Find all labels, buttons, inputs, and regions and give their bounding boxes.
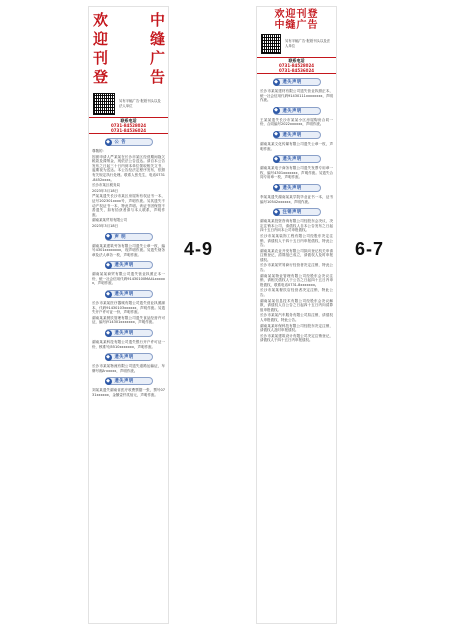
section-label: 遗失声明 xyxy=(282,157,302,163)
section-label: 遗失声明 xyxy=(114,292,134,298)
notice-paragraph: 湖南某某环保科技有限公司经股东决定注销，请债权人及时申报债权。 xyxy=(260,323,333,333)
masthead-char: 迎 xyxy=(93,30,109,48)
notice-body xyxy=(89,272,168,286)
megaphone-icon: ◆ xyxy=(274,184,278,191)
megaphone-icon: ◆ xyxy=(274,208,278,215)
section-label: 声 明 xyxy=(114,234,127,240)
megaphone-icon: ◆ xyxy=(274,107,278,114)
masthead-char: 登 xyxy=(93,68,109,86)
section-header xyxy=(105,138,153,146)
notice-paragraph: 湖南某某信息技术有限公司经股东会决议解散，请债权人自公告之日起四十五日内向清算组申报债权。 xyxy=(260,298,333,312)
qr-code[interactable] xyxy=(261,34,281,54)
megaphone-icon: ◆ xyxy=(274,78,278,85)
section-header xyxy=(273,107,321,115)
section-header xyxy=(105,353,153,361)
section-label: 遗失声明 xyxy=(114,379,134,385)
masthead-char: 告 xyxy=(149,68,165,86)
left-masthead xyxy=(89,7,168,91)
phone-number: 0731-84536024 xyxy=(110,128,147,133)
notice-paragraph: 严某某遗失长沙市某区房屋所有权证书一本，证号202301xxxx号，声明作废。另其遗失不动产权证书一本，特此声明。该证书因保管不善遗失，如有拾获者请与本人联系，声明作废。 xyxy=(92,194,165,217)
notice-body xyxy=(89,149,168,229)
section-header xyxy=(105,377,153,385)
section-header xyxy=(105,261,153,269)
section-label: 遗失声明 xyxy=(282,80,302,85)
megaphone-icon: ◆ xyxy=(274,155,278,162)
section-header xyxy=(273,184,321,192)
section-label: 遗失声明 xyxy=(114,263,134,269)
section-label: 遗失声明 xyxy=(114,355,134,361)
section-header xyxy=(105,233,153,241)
notice-paragraph: 湖南某某电子商务有限公司遗失发票专用章一枚，编号4301xxxxxxx，声明作废。另遗失合同专用章一枚，声明作废。 xyxy=(260,166,333,180)
notice-body xyxy=(89,301,168,325)
notice-paragraph: 湖南某某文化传媒有限公司遗失公章一枚，声明作废。 xyxy=(260,141,333,151)
megaphone-icon: ◆ xyxy=(106,353,110,360)
section-label: 注销声明 xyxy=(282,210,302,216)
notice-paragraph: 湖南某某科技有限公司遗失银行开户许可证一份，核准号J5510xxxxxxx，声明作废。 xyxy=(92,340,165,349)
contact-box xyxy=(89,117,168,134)
notice-paragraph: 尊敬的： xyxy=(92,149,106,153)
notice-paragraph: 长沙市某某贸易商行经营者决定注销，特此公告。 xyxy=(260,263,333,273)
notice-paragraph: 湖南某某商贸有限公司遗失营业执照正本一份，统一社会信用代码91430100MA4Lxxxxxx，声明作废。 xyxy=(92,272,165,286)
megaphone-icon: ◆ xyxy=(106,377,110,384)
left-notices xyxy=(89,138,168,398)
notice-paragraph: 湖南某某物业管理有限公司经股东会决议注销，请相关债权人于公告之日起四十五日内申报债权，联系电话0731-8xxxxxxx。 xyxy=(260,273,333,287)
section-label: 遗失声明 xyxy=(282,108,302,114)
masthead-line: 欢迎刊登 xyxy=(274,9,319,20)
contact-title: 联系电话 xyxy=(288,58,305,63)
notice-body xyxy=(89,340,168,349)
masthead-subtitle: 另有半幅广告·报纸刊头以及法人单位 xyxy=(285,39,331,48)
right-notices xyxy=(257,78,336,343)
notice-paragraph: 长沙市某某餐饮店经营者决定注销，特此公告。 xyxy=(260,288,333,298)
notice-paragraph: 因被申请人严某某在长沙市某区经营期间拖欠税款及滞纳金，现依法公告送达。请自本公告发布之日起三十日内到本单位领取相关文书，逾期视为送达。本公告经法定程序发布，依照有关规定执行处理。联系人张先生，电话0731-8452xxxx。 xyxy=(92,154,165,182)
page-number-right: 6-7 xyxy=(355,239,385,259)
phone-number: 0731-84528024 xyxy=(278,63,315,68)
right-gutter-ad-column xyxy=(256,6,337,624)
masthead-char: 欢 xyxy=(93,11,109,29)
notice-paragraph: 2023年3月18日 xyxy=(92,223,119,228)
section-header xyxy=(105,290,153,298)
notice-paragraph: 长沙市某某汽车服务有限公司拟注销，请债权人申报债权，特此公告。 xyxy=(260,313,333,322)
notice-paragraph: 长沙市某某装饰工程有限公司经股东决定注销，请债权人于四十五日内申报债权，特此公告。 xyxy=(260,233,333,248)
notice-body xyxy=(257,195,336,204)
notice-body xyxy=(89,388,168,397)
masthead-char: 中 xyxy=(149,11,165,29)
notice-paragraph: 2023年3月18日 xyxy=(92,188,119,193)
notice-paragraph: 湖南某某建筑劳务有限公司遗失公章一枚，编号4301xxxxxxxx，现声明作废。另遗失财务章及法人章各一枚，声明作废。 xyxy=(92,243,165,257)
megaphone-icon: ◆ xyxy=(106,290,110,297)
right-qr-block xyxy=(257,31,336,57)
masthead-char: 缝 xyxy=(149,30,165,48)
megaphone-icon: ◆ xyxy=(106,261,110,268)
masthead-line: 中缝广告 xyxy=(274,20,319,31)
section-header xyxy=(105,329,153,337)
notice-paragraph: 长沙市某某建材有限公司遗失营业执照正本，统一社会信用代码91430111xxxxxxxx，声明作废。 xyxy=(260,89,333,103)
right-masthead xyxy=(257,7,336,31)
notice-paragraph: 长沙市某某医疗器械有限公司遗失营业执照副本，代码91430103xxxxxx，声明作废。另遗失开户许可证一份，声明作废。 xyxy=(92,301,165,315)
notice-body xyxy=(257,219,336,343)
contact-title: 联系电话 xyxy=(120,118,137,123)
left-qr-block xyxy=(89,91,168,117)
megaphone-icon: ◆ xyxy=(106,329,110,336)
phone-number: 0731-84536024 xyxy=(278,68,315,73)
notice-body xyxy=(89,244,168,258)
section-label: 遗失声明 xyxy=(282,132,302,138)
section-label: 遗失声明 xyxy=(282,185,302,191)
notice-paragraph: 王某某遗失长沙市某某小区房屋购房合同一份，合同编号2022xxxxxx，声明作废。 xyxy=(260,117,333,127)
section-header xyxy=(273,208,321,216)
notice-paragraph: 长沙市某区税务局 xyxy=(92,183,120,188)
masthead-subtitle: 另有半幅广告·报纸刊头以及法人单位 xyxy=(119,99,161,108)
section-header xyxy=(273,78,321,86)
notice-body xyxy=(257,142,336,151)
notice-paragraph: 李某某遗失湖南某某学院毕业证书一本，证书编号10542xxxxxx，声明作废。 xyxy=(260,194,333,204)
notice-body xyxy=(257,166,336,180)
notice-paragraph: 湖南某某餐饮管理有限公司遗失食品经营许可证，编号JY14301xxxxxxx，声明作废。 xyxy=(92,315,165,325)
qr-code[interactable] xyxy=(93,93,115,115)
notice-body xyxy=(89,364,168,373)
masthead-title xyxy=(93,9,165,85)
megaphone-icon: ◆ xyxy=(274,131,278,138)
notice-paragraph: 湖南某某投资咨询有限公司经股东会决议，决定注销本公司，请债权人自本公告发布之日起四十五日内向本公司申报债权。 xyxy=(260,219,333,233)
masthead-char: 刊 xyxy=(93,49,109,67)
notice-paragraph: 湖南某某贸易有限公司 xyxy=(92,218,127,223)
notice-body xyxy=(257,118,336,127)
notice-paragraph: 湖南某某农业开发有限公司拟向登记机关申请注销登记，清算组已成立，请债权人及时申报债权。 xyxy=(260,248,333,262)
megaphone-icon: ◆ xyxy=(106,138,110,145)
notice-paragraph: 长沙市某某物流有限公司遗失道路运输证，车牌号湘A·xxxxx，声明作废。 xyxy=(92,364,165,373)
megaphone-icon: ◆ xyxy=(106,233,110,239)
section-header xyxy=(273,131,321,139)
section-label: 公 告 xyxy=(114,140,127,145)
notice-paragraph: 刘某某遗失湖南省医疗收费票据一张，票号0731xxxxxx，金额壹仟贰佰元，声明作废。 xyxy=(92,388,165,397)
left-gutter-ad-column xyxy=(88,6,169,624)
contact-box xyxy=(257,57,336,74)
page-number-left: 4-9 xyxy=(184,239,214,259)
notice-body xyxy=(257,89,336,103)
masthead-char: 广 xyxy=(149,49,165,67)
section-header xyxy=(273,155,321,163)
phone-number: 0731-84528024 xyxy=(110,123,147,128)
section-label: 遗失声明 xyxy=(114,331,134,337)
notice-paragraph: 长沙市某某建筑设计有限公司决定注销登记，请债权人于四十五日内申报债权。 xyxy=(260,333,333,343)
